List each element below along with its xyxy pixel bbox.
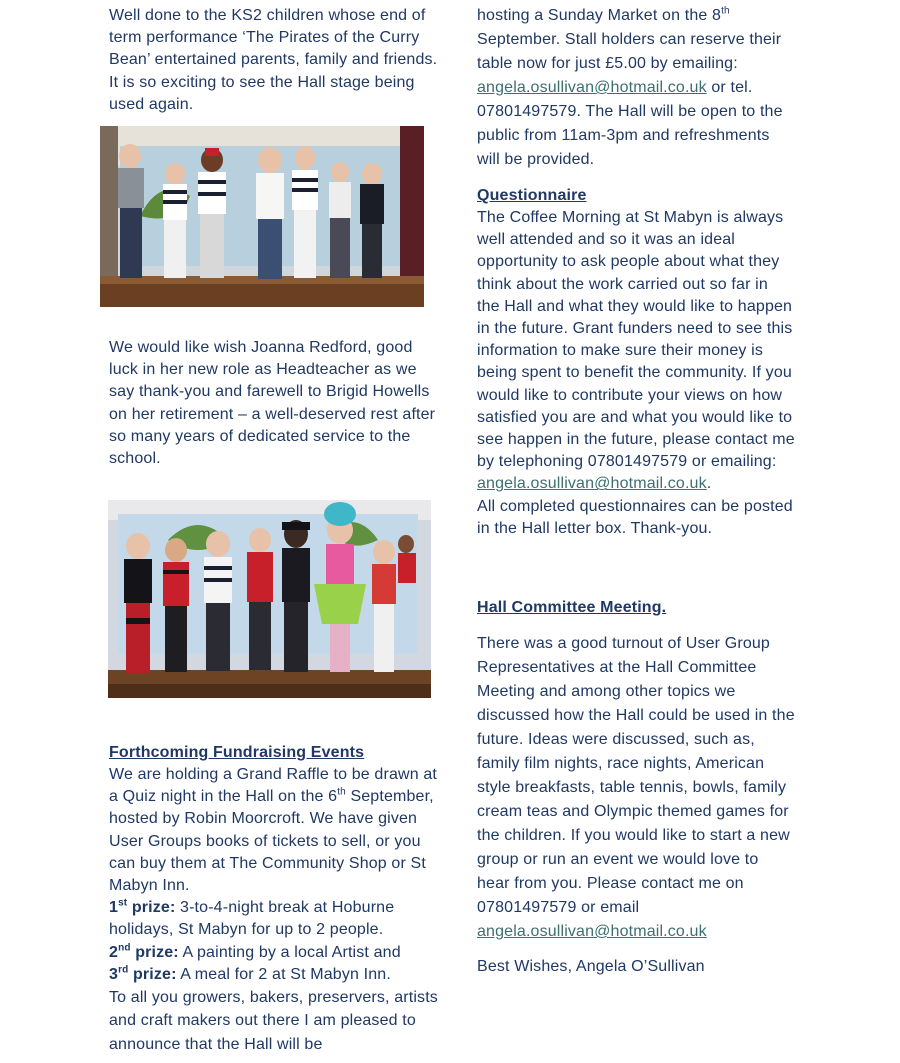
raffle-text-cont: September, hosted by Robin Moorcroft. We have given User Groups books of tickets to sell, or you can buy them at The Community Shop or St Mabyn Inn. xyxy=(109,788,434,895)
farewell-text: We would like wish Joanna Redford, good luck in her new role as Headteacher as we say thank-you and farewell to Brigid Howells on her retirement – a well-deserved rest after so many years of dedicated service to the school. xyxy=(109,339,436,468)
questionnaire-email-link[interactable]: angela.osullivan@hotmail.co.uk xyxy=(477,475,707,493)
market-paragraph: To all you growers, bakers, preservers, artists and craft makers out there I am pleased to announce that the Hall will be xyxy=(109,989,438,1053)
prize-3-label: prize: xyxy=(128,965,177,983)
prize-3-text: A meal for 2 at St Mabyn Inn. xyxy=(176,965,391,983)
prize-2-sup: nd xyxy=(118,942,131,954)
raffle-paragraph xyxy=(109,764,439,897)
raffle-text: We are holding a Grand Raffle to be drawn at a Quiz night in the Hall on the 6 xyxy=(109,766,437,806)
prize-3-num: 3 xyxy=(109,965,119,983)
market-paragraph-cont xyxy=(477,4,795,172)
prize-2-label: prize: xyxy=(130,943,179,961)
committee-body: There was a good turnout of User Group Representatives at the Hall Committee Meeting and among other topics we discussed how the Hall could be used in the future. Ideas were discussed, such as, family film nights, race nights, American style breakfasts, table tennis, bowls, family cream teas and Olympic themed games for the children. If you would like to start a new group or run an event we would love to hear from you. Please contact me on 07801497579 or email xyxy=(477,635,795,916)
farewell-paragraph xyxy=(109,337,439,470)
questionnaire-text xyxy=(477,207,795,496)
pirates-photo-1-image xyxy=(100,126,424,307)
fundraising-section xyxy=(109,742,439,1056)
prize-1 xyxy=(109,897,439,941)
prize-1-text: 3-to-4-night break at Hoburne holidays, St Mabyn for up to 2 people. xyxy=(109,899,395,939)
signoff: Best Wishes, Angela O’Sullivan xyxy=(477,958,705,975)
committee-text xyxy=(477,632,795,944)
committee-section xyxy=(477,597,795,944)
intro-paragraph: Well done to the KS2 children whose end of term performance ‘The Pirates of the Curry Bean’ entertained parents, family and friends. It is so exciting to see the Hall stage being used again. xyxy=(109,7,438,113)
prize-1-label: prize: xyxy=(127,899,176,917)
committee-email-link[interactable]: angela.osullivan@hotmail.co.uk xyxy=(477,923,707,940)
questionnaire-email-suffix: . xyxy=(706,475,712,493)
market-date-sup: th xyxy=(721,5,730,17)
prize-1-num: 1 xyxy=(109,899,119,917)
questionnaire-heading: Questionnaire xyxy=(477,187,587,204)
prize-2 xyxy=(109,942,439,964)
prize-2-num: 2 xyxy=(109,943,119,961)
questionnaire-body: The Coffee Morning at St Mabyn is always well attended and so it was an ideal opportunity to ask people about what they think about the work carried out so far in the Hall and what they would like to happen in the future. Grant funders need to see this information to make sure their money is being spent to benefit the community. If you would like to contribute your views on how satisfied you are and what you would like to see happen in the future, please contact me by telephoning 07801497579 or emailing: xyxy=(477,209,795,471)
pirates-photo-1 xyxy=(100,126,424,307)
committee-heading: Hall Committee Meeting. xyxy=(477,599,667,616)
market-cont-text-b: September. Stall holders can reserve their table now for just £5.00 by emailing: xyxy=(477,31,782,72)
questionnaire-section xyxy=(477,185,795,540)
pirates-photo-2-image xyxy=(108,500,431,698)
pirates-photo-2 xyxy=(108,500,431,698)
prize-2-text: A painting by a local Artist and xyxy=(178,943,401,961)
prize-3 xyxy=(109,964,439,986)
prize-1-sup: st xyxy=(118,897,128,909)
market-cont-text-c: or tel. 07801497579. The Hall will be open to the public from 11am-3pm and refreshments will be provided. xyxy=(477,79,783,168)
fundraising-heading: Forthcoming Fundraising Events xyxy=(109,744,365,761)
questionnaire-closing: All completed questionnaires can be posted in the Hall letter box. Thank-you. xyxy=(477,497,793,537)
market-email-link[interactable]: angela.osullivan@hotmail.co.uk xyxy=(477,79,707,96)
prize-3-sup: rd xyxy=(118,964,129,976)
market-cont-text: hosting a Sunday Market on the 8 xyxy=(477,7,722,24)
raffle-date-sup: th xyxy=(337,786,346,798)
